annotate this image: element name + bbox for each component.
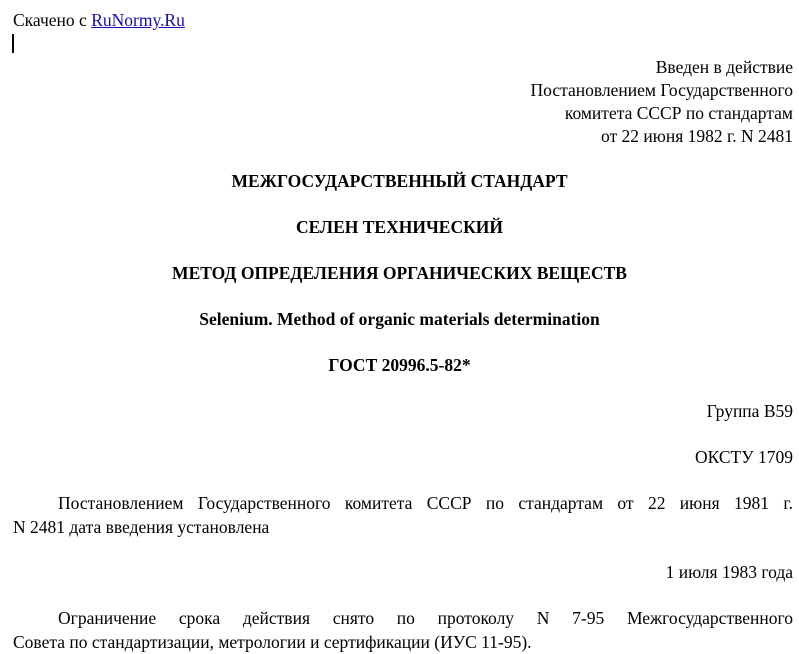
adoption-paragraph-line-2: N 2481 дата введения установлена [13,517,270,537]
introduction-note [531,56,794,148]
intro-line-1: Введен в действие [655,57,793,77]
okstu-label: ОКСТУ 1709 [694,447,793,467]
document-subtitle: МЕТОД ОПРЕДЕЛЕНИЯ ОРГАНИЧЕСКИХ ВЕЩЕСТВ [172,263,627,283]
intro-line-4: от 22 июня 1982 г. N 2481 [601,126,793,146]
source-link[interactable]: RuNormy.Ru [91,10,185,30]
effective-date: 1 июля 1983 года [665,562,793,582]
document-title: СЕЛЕН ТЕХНИЧЕСКИЙ [295,217,504,237]
text-cursor [12,34,14,53]
source-prefix: Скачено с [13,10,87,30]
adoption-paragraph [13,491,793,539]
source-line [13,9,185,31]
limitation-paragraph-line-1: Ограничение срока действия снято по протоколу N 7-95 Межгосударственного [58,608,793,628]
adoption-paragraph-line-1: Постановлением Государственного комитета СССР по стандартам от 22 июня 1981 г. [58,493,793,513]
limitation-paragraph [13,606,793,654]
limitation-paragraph-line-2: Совета по стандартизации, метрологии и сертификации (ИУС 11-95). [13,632,532,652]
english-title: Selenium. Method of organic materials determination [199,309,600,329]
standard-code: ГОСТ 20996.5-82* [328,355,471,375]
group-label: Группа В59 [706,401,793,421]
intro-line-3: комитета СССР по стандартам [564,103,793,123]
standard-type: МЕЖГОСУДАРСТВЕННЫЙ СТАНДАРТ [231,171,568,191]
intro-line-2: Постановлением Государственного [530,80,793,100]
